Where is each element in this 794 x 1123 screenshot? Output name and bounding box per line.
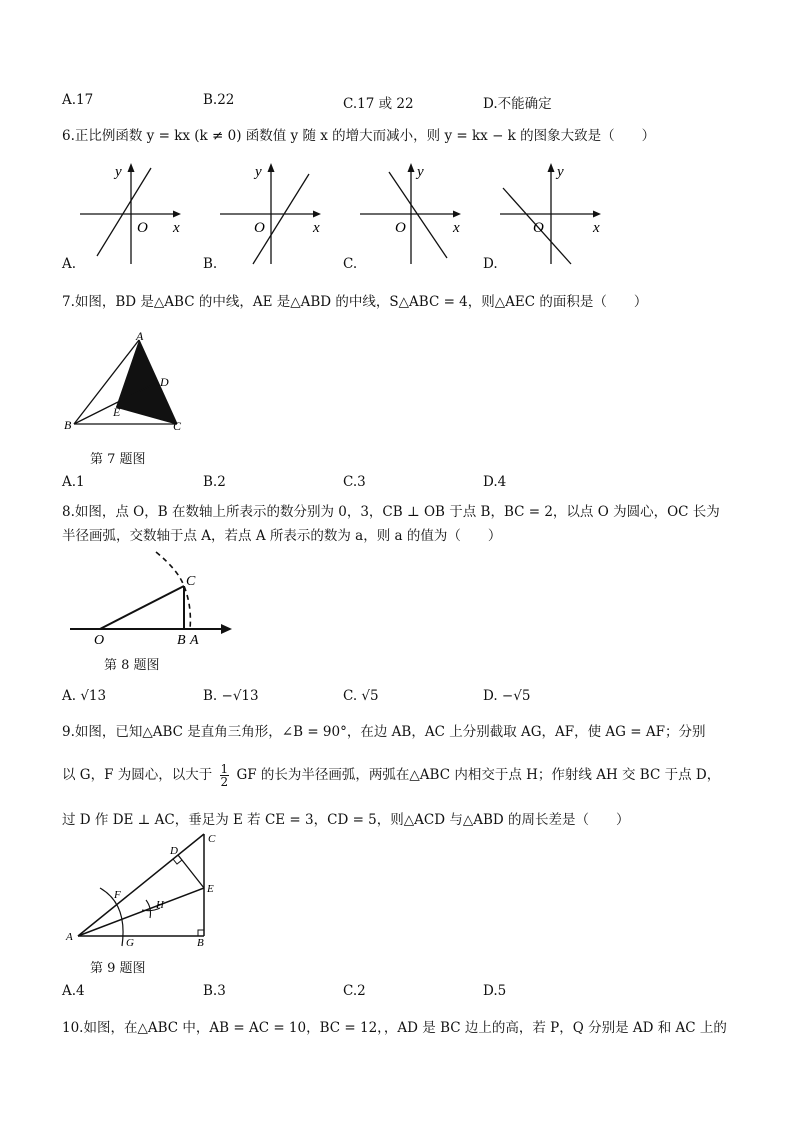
q6a-x-label: x [173, 220, 180, 236]
q9-figure [62, 828, 232, 950]
q6b-y-label: y [255, 164, 262, 180]
q9-label-g: G [126, 937, 134, 949]
q9-line2-part-a: 以 G，F 为圆心，以大于 [62, 767, 213, 783]
q6-option-a-letter: A. [62, 256, 77, 272]
q8-option-d: D. −√5 [483, 688, 531, 704]
q6-graph-b [215, 160, 327, 270]
q8-label-b: B [177, 633, 186, 648]
q6d-x-label: x [593, 220, 600, 236]
q8-option-a: A. √13 [62, 688, 107, 704]
q9-fraction-denominator: 2 [220, 775, 229, 789]
q5-option-a: A.17 [62, 92, 94, 108]
q9-option-d: D.5 [483, 983, 507, 999]
q6-graph-d [495, 160, 607, 270]
q8-option-c: C. √5 [343, 688, 379, 704]
q6-stem: 6.正比例函数 y = kx (k ≠ 0) 函数值 y 随 x 的增大而减小，则 y = kx − k 的图象大致是（ ） [62, 128, 656, 144]
q6-graph-c [355, 160, 467, 270]
q7-label-b: B [64, 418, 72, 432]
q7-option-c: C.3 [343, 474, 366, 490]
q5-option-c: C.17 或 22 [343, 96, 414, 112]
q6c-x-label: x [453, 220, 460, 236]
q7-label-c: C [173, 419, 182, 433]
q9-label-e: D [170, 845, 178, 857]
q9-option-b: B.3 [203, 983, 226, 999]
q6c-origin-label: O [395, 220, 406, 236]
q9-option-a: A.4 [62, 983, 85, 999]
q6-option-c-letter: C. [343, 256, 358, 272]
q9-fraction-numerator: 1 [220, 762, 229, 776]
q6a-y-label: y [115, 164, 122, 180]
q9-stem-line1: 9.如图，已知△ABC 是直角三角形，∠B = 90°，在边 AB，AC 上分别截取 AG，AF，使 AG = AF；分别 [62, 724, 706, 740]
q9-label-b: B [197, 937, 204, 949]
q9-stem-line3: 过 D 作 DE ⊥ AC，垂足为 E 若 CE = 3，CD = 5，则△ACD 与△ABD 的周长差是（ ） [62, 812, 630, 828]
q7-figure-caption: 第 7 题图 [90, 452, 146, 467]
q7-label-a: A [136, 329, 144, 343]
q9-option-c: C.2 [343, 983, 366, 999]
q6-graph-a [75, 160, 187, 270]
q6b-x-label: x [313, 220, 320, 236]
q7-label-d: D [160, 375, 169, 389]
q9-stem-line2 [62, 763, 720, 788]
q9-label-a: A [66, 931, 73, 943]
q6c-y-label: y [417, 164, 424, 180]
q8-figure-caption: 第 8 题图 [104, 658, 160, 673]
q7-figure [62, 330, 192, 435]
q8-label-c: C [186, 574, 196, 589]
q9-label-f: F [114, 889, 121, 901]
q8-label-a: A [190, 633, 199, 648]
q7-label-e: E [113, 405, 121, 419]
q6-option-d-letter: D. [483, 256, 498, 272]
q10-stem: 10.如图，在△ABC 中，AB = AC = 10，BC = 12，，AD 是 BC 边上的高，若 P，Q 分别是 AD 和 AC 上的 [62, 1020, 727, 1036]
q8-label-o: O [94, 633, 105, 648]
q6a-origin-label: O [137, 220, 148, 236]
q8-stem-line1: 8.如图，点 O，B 在数轴上所表示的数分别为 0，3，CB ⊥ OB 于点 B，BC = 2，以点 O 为圆心，OC 长为 [62, 504, 720, 520]
q9-label-c: C [208, 833, 216, 845]
q5-option-d: D.不能确定 [483, 96, 552, 112]
q9-line2-part-b: GF 的长为半径画弧，两弧在△ABC 内相交于点 H；作射线 AH 交 BC 于点 D， [236, 767, 721, 783]
q5-option-b: B.22 [203, 92, 235, 108]
q9-label-h: H [156, 899, 164, 911]
q8-option-b: B. −√13 [203, 688, 259, 704]
q8-figure [66, 548, 236, 648]
q6d-origin-label: O [533, 220, 544, 236]
q7-stem: 7.如图，BD 是△ABC 的中线，AE 是△ABD 的中线，S△ABC = 4，则△AEC 的面积是（ ） [62, 294, 648, 310]
q9-fraction [220, 763, 230, 788]
q7-option-b: B.2 [203, 474, 226, 490]
q7-option-a: A.1 [62, 474, 85, 490]
q8-stem-line2: 半径画弧，交数轴于点 A，若点 A 所表示的数为 a，则 a 的值为（ ） [62, 528, 502, 544]
q6d-y-label: y [557, 164, 564, 180]
q9-label-d: E [207, 883, 214, 895]
q6-option-b-letter: B. [203, 256, 218, 272]
q6b-origin-label: O [254, 220, 265, 236]
q7-option-d: D.4 [483, 474, 507, 490]
q9-figure-caption: 第 9 题图 [90, 961, 146, 976]
